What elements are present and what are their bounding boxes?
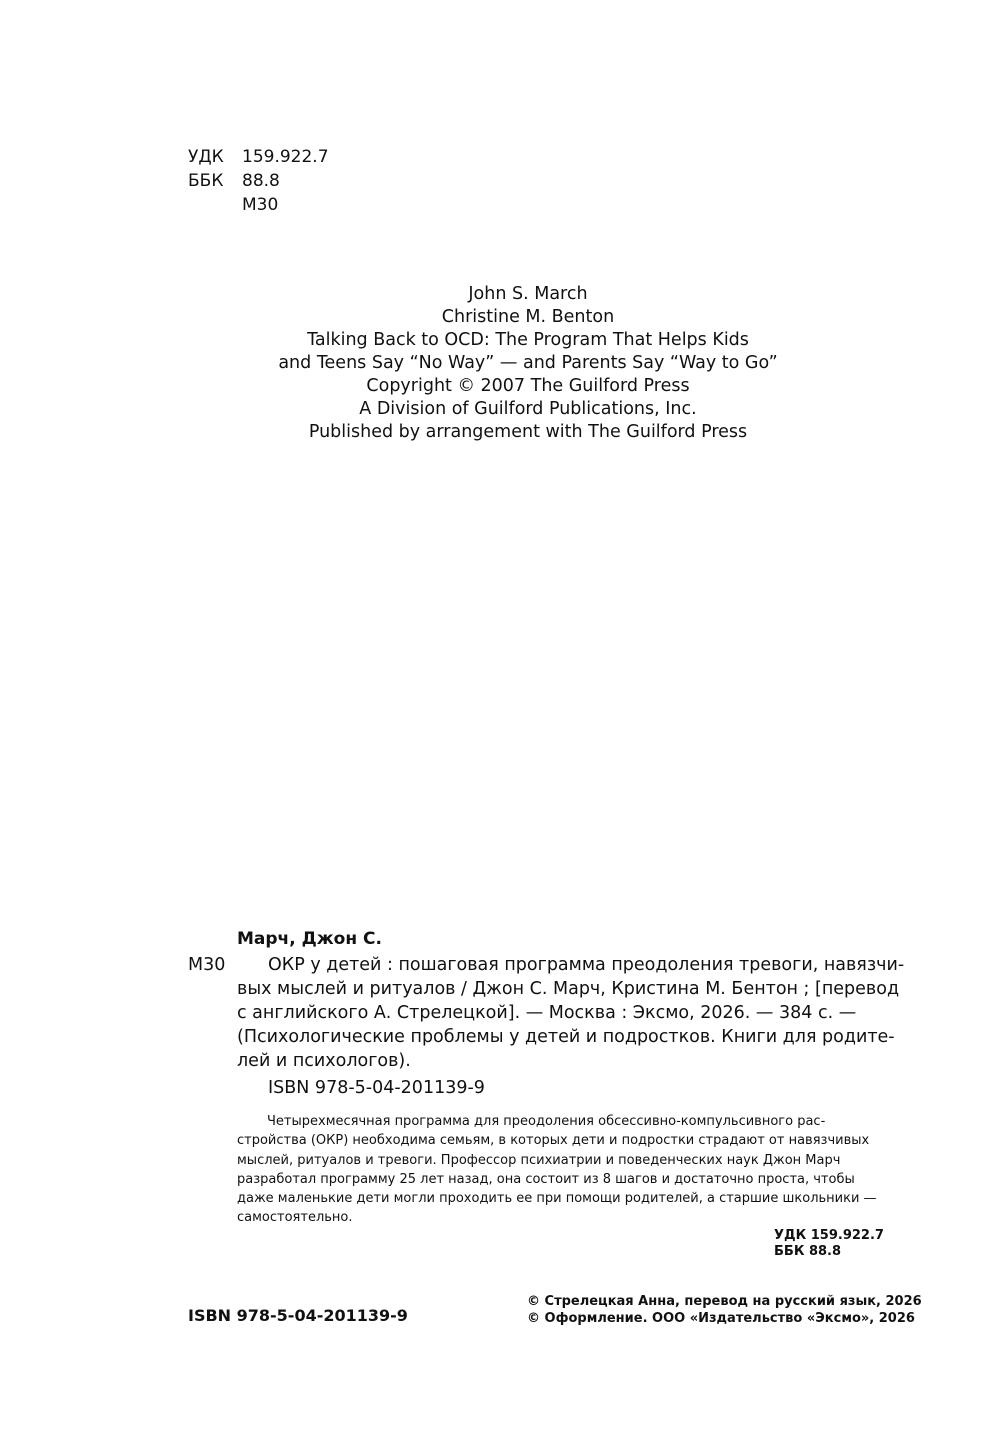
annotation-line: разработал программу 25 лет назад, она состоит из 8 шагов и достаточно проста, чтобы (237, 1171, 855, 1187)
original-title-line-1: Talking Back to OCD: The Program That Helps Kids (307, 330, 749, 350)
catalog-bbk-short: ББК 88.8 (774, 1244, 842, 1259)
description-line: ОКР у детей : пошаговая программа преодоления тревоги, навязчи- (268, 955, 905, 975)
copyright-translation: © Стрелецкая Анна, перевод на русский язык, 2026 (527, 1294, 922, 1309)
original-publisher-division: A Division of Guilford Publications, Inc. (359, 399, 697, 419)
catalog-mark: М30 (188, 955, 226, 975)
copyright-design: © Оформление. ООО «Издательство «Эксмо», 2026 (527, 1311, 915, 1326)
description-line: с английского А. Стрелецкой]. — Москва : Эксмо, 2026. — 384 с. — (237, 1003, 857, 1023)
original-author-2: Christine M. Benton (441, 307, 615, 327)
annotation-line: самостоятельно. (237, 1210, 353, 1226)
footer-isbn: ISBN 978-5-04-201139-9 (188, 1306, 408, 1325)
description-line: (Психологические проблемы у детей и подростков. Книги для родите- (237, 1027, 895, 1047)
original-edition-block (228, 283, 828, 444)
author-mark: М30 (242, 195, 279, 215)
annotation-line: даже маленькие дети могли проходить ее при помощи родителей, а старшие школьники — (237, 1191, 877, 1207)
catalog-udk-short: УДК 159.922.7 (774, 1228, 884, 1243)
udk-label: УДК (188, 147, 224, 167)
annotation-line: мыслей, ритуалов и тревоги. Профессор психиатрии и поведенческих наук Джон Марч (237, 1152, 841, 1168)
description-line: вых мыслей и ритуалов / Джон С. Марч, Кристина М. Бентон ; [перевод (237, 979, 900, 999)
catalog-author: Марч, Джон С. (237, 929, 382, 949)
original-copyright: Copyright © 2007 The Guilford Press (366, 376, 690, 396)
bbk-label: ББК (188, 171, 224, 191)
original-author-1: John S. March (468, 284, 588, 304)
annotation (237, 1112, 877, 1228)
udk-value: 159.922.7 (242, 147, 329, 167)
annotation-line: Четырехмесячная программа для преодоления обсессивно-компульсивного рас- (267, 1114, 826, 1129)
bbk-value: 88.8 (242, 171, 280, 191)
description-line: лей и психологов). (237, 1051, 411, 1071)
annotation-line: стройства (ОКР) необходима семьям, в которых дети и подростки страдают от навязчивых (237, 1133, 870, 1149)
original-title-line-2: and Teens Say “No Way” — and Parents Say “Way to Go” (278, 353, 778, 373)
catalog-isbn: ISBN 978-5-04-201139-9 (268, 1078, 485, 1098)
catalog-description (237, 953, 905, 1073)
original-arrangement: Published by arrangement with The Guilford Press (308, 422, 748, 442)
